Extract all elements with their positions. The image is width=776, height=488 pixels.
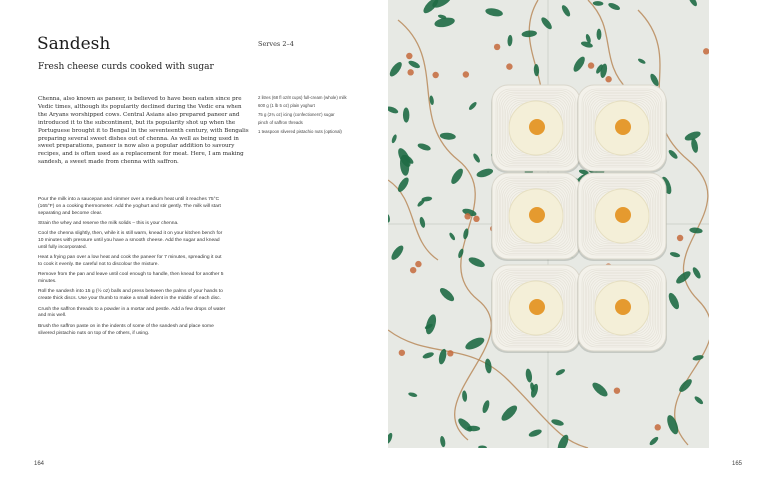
sandesh-sweet <box>577 173 667 261</box>
ingredient-item: 2 litres (68 fl oz/8 cups) full-cream (whole) milk <box>258 95 347 100</box>
method-steps <box>38 197 226 341</box>
saffron-dot <box>615 299 631 315</box>
method-step: Remove from the pan and leave until cool enough to handle, then knead for another 5 minutes. <box>38 272 224 285</box>
saffron-dot <box>615 207 631 223</box>
inlay-flower <box>447 350 453 356</box>
inlay-flower <box>399 350 405 356</box>
inlay-flower <box>432 72 438 78</box>
inlay-flower <box>506 63 512 69</box>
method-step: Brush the saffron paste on in the indents of some of the sandesh and place some slivered pistachio nuts on top of the others, if using. <box>38 323 214 336</box>
inlay-flower <box>605 76 611 82</box>
inlay-flower <box>494 44 500 50</box>
page-number-left: 164 <box>34 461 45 467</box>
inlay-flower <box>415 261 421 267</box>
ingredients-list <box>258 95 353 137</box>
saffron-dot <box>529 119 545 135</box>
inlay-flower <box>410 267 416 273</box>
ingredient-item: pinch of saffron threads <box>258 120 303 126</box>
inlay-flower <box>677 235 683 241</box>
saffron-dot <box>529 299 545 315</box>
inlay-flower <box>614 387 620 393</box>
intro-paragraph: Chenna, also known as paneer, is believed to have been eaten since pre Vedic times, although its popularity declined during the Vedic era when the Aryans worshipped cows. Central Asians also prepared paneer and introduced it to the subcontinent, but its popularity shot up when the Portuguese brought it to Bengal in the seventeenth century, with Bengalis preparing several sweet dishes out of chenna. As well as being used in sweet preparations, paneer is now also a popular addition to savoury recipes, and is often used as a replacement for meat. Here, I am making sandesh, a sweet made from chenna with saffron. <box>38 96 249 166</box>
sandesh-photo <box>388 0 709 448</box>
method-step: Roll the sandesh into 15 g (½ oz) balls and press between the palms of your hands to create thick discs. Use your thumb to make a small indent in the middle of each disc. <box>38 289 223 302</box>
photo-illustration <box>388 0 709 448</box>
sandesh-sweet <box>577 85 667 173</box>
sandesh-sweet <box>491 85 581 173</box>
recipe-subtitle: Fresh cheese curds cooked with sugar <box>38 62 214 72</box>
inlay-flower <box>464 213 470 219</box>
saffron-dot <box>615 119 631 135</box>
inlay-flower <box>407 69 413 75</box>
method-step: Heat a frying pan over a low heat and cook the paneer for 7 minutes, spreading it out to cook it evenly. Be careful not to discolour the mixture. <box>38 255 222 268</box>
ingredient-item: 1 teaspoon slivered pistachio nuts (optional) <box>258 128 342 134</box>
inlay-flower <box>406 53 412 59</box>
method-step: Cool the chenna slightly, then, while it is still warm, knead it on your kitchen bench for 10 minutes with pressure until you have a smooth cheese. Add the sugar and knead until fully incorporated. <box>38 231 223 251</box>
method-step: Strain the whey and reserve the milk solids – this is your chenna. <box>38 221 179 227</box>
method-step: Crush the saffron threads to a powder in a mortar and pestle. Add a few drops of water and mix well. <box>38 306 226 319</box>
serves-label: Serves 2–4 <box>258 40 294 48</box>
inlay-flower <box>655 424 661 430</box>
inlay-flower <box>463 71 469 77</box>
sandesh-sweet <box>577 265 667 353</box>
ingredient-item: 600 g (1 lb 5 oz) plain yoghurt <box>258 103 315 109</box>
sandesh-sweet <box>491 265 581 353</box>
ingredient-item: 75 g (2¾ oz) icing (confectioners') sugar <box>258 111 335 117</box>
saffron-dot <box>529 207 545 223</box>
method-step: Pour the milk into a saucepan and simmer over a medium heat until it reaches 75°C (165°F) on a cooking thermometer. Add the yoghurt and stir gently. The milk will start separating and become clear. <box>38 197 221 216</box>
page-number-right: 165 <box>732 461 743 467</box>
inlay-flower <box>588 62 594 68</box>
sandesh-sweet <box>491 173 581 261</box>
inlay-flower <box>473 216 479 222</box>
recipe-title: Sandesh <box>37 34 111 54</box>
